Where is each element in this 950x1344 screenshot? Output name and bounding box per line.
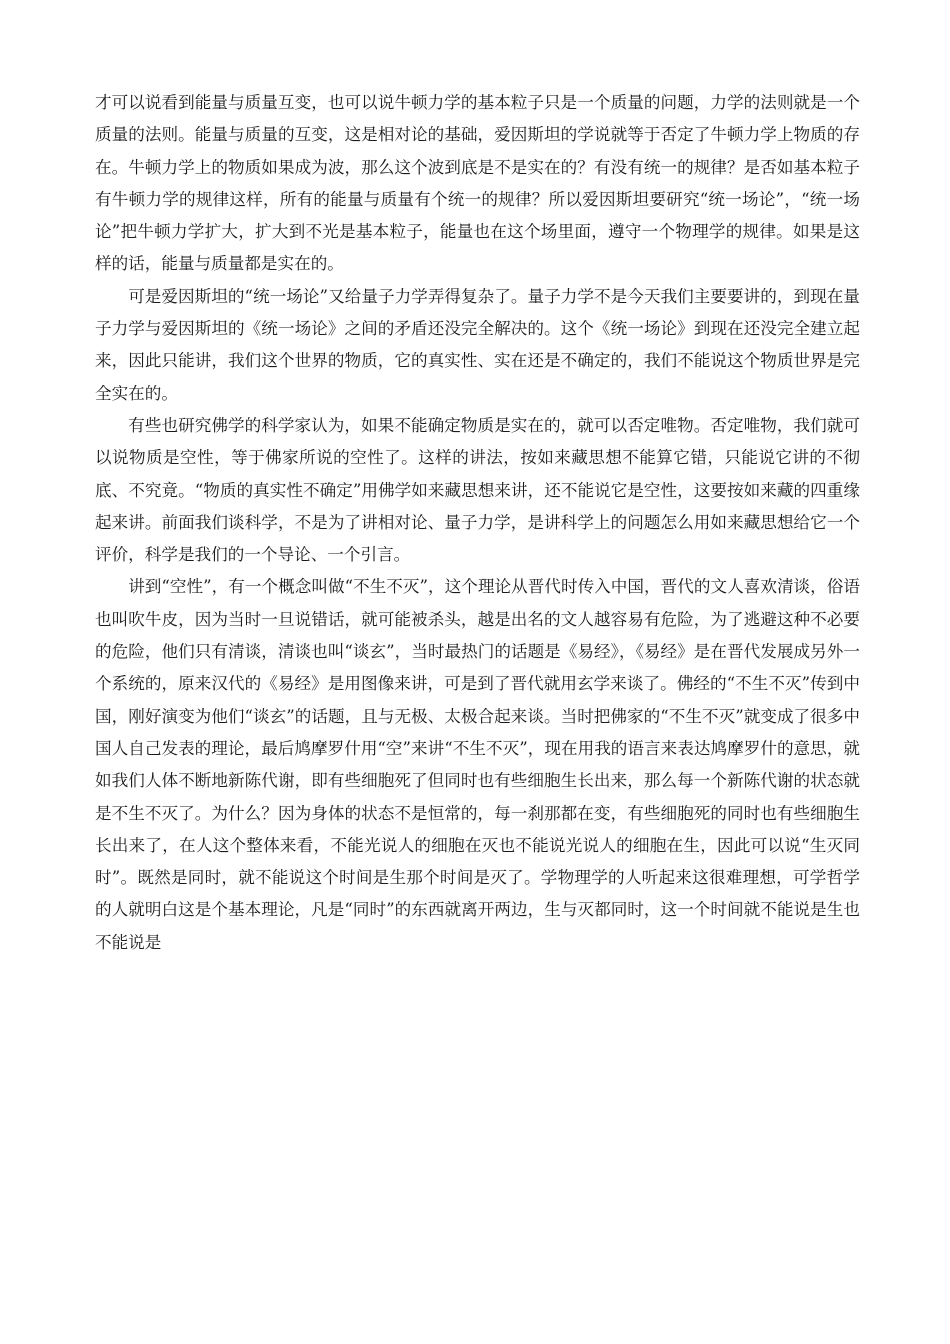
paragraph-emptiness-science: 有些也研究佛学的科学家认为，如果不能确定物质是实在的，就可以否定唯物。否定唯物，我们就可以说物质是空性，等于佛家所说的空性了。这样的讲法，按如来藏思想不能算它错，只能说它讲的不彻底、不究竟。“物质的真实性不确定”用佛学如来藏思想来讲，还不能说它是空性，这要按如来藏的四重缘起来讲。前面我们谈科学，不是为了讲相对论、量子力学，是讲科学上的问题怎么用如来藏思想给它一个评价，科学是我们的一个导论、一个引言。 <box>95 415 860 565</box>
paragraph-no-birth-no-death: 讲到“空性”，有一个概念叫做“不生不灭”，这个理论从晋代时传入中国，晋代的文人喜欢清谈，俗语也叫吹牛皮，因为当时一旦说错话，就可能被杀头，越是出名的文人越容易有危险，为了逃避这种不必要的危险，他们只有清谈，清谈也叫“谈玄”，当时最热门的话题是《易经》，《易经》是在晋代发展成另外一个系统的，原来汉代的《易经》是用图像来讲，可是到了晋代就用玄学来谈了。佛经的“不生不灭”传到中国，刚好演变为他们“谈玄”的话题，且与无极、太极合起来谈。当时把佛家的“不生不灭”就变成了很多中国人自己发表的理论，最后鸠摩罗什用“空”来讲“不生不灭”，现在用我的语言来表达鸠摩罗什的意思，就如我们人体不断地新陈代谢，即有些细胞死了但同时也有些细胞生长出来，那么每一个新陈代谢的状态就是不生不灭了。为什么？因为身体的状态不是恒常的，每一刹那都在变，有些细胞死的同时也有些细胞生长出来了，在人这个整体来看，不能光说人的细胞在灭也不能说光说人的细胞在生，因此可以说“生灭同时”。既然是同时，就不能说这个时间是生那个时间是灭了。学物理学的人听起来这很难理想，可学哲学的人就明白这是个基本理论，凡是“同时”的东西就离开两边，生与灭都同时，这一个时间就不能说是生也不能说是 <box>95 577 860 952</box>
paragraph-continuation: 才可以说看到能量与质量互变，也可以说牛顿力学的基本粒子只是一个质量的问题，力学的法则就是一个质量的法则。能量与质量的互变，这是相对论的基础，爱因斯坦的学说就等于否定了牛顿力学上物质的存在。牛顿力学上的物质如果成为波，那么这个波到底是不是实在的？有没有统一的规律？是否如基本粒子有牛顿力学的规律这样，所有的能量与质量有个统一的规律？所以爱因斯坦要研究“统一场论”，“统一场论”把牛顿力学扩大，扩大到不光是基本粒子，能量也在这个场里面，遵守一个物理学的规律。如果是这样的话，能量与质量都是实在的。 <box>95 93 860 274</box>
paragraph-unified-field: 可是爱因斯坦的“统一场论”又给量子力学弄得复杂了。量子力学不是今天我们主要要讲的，到现在量子力学与爱因斯坦的《统一场论》之间的矛盾还没完全解决的。这个《统一场论》到现在还没完全建立起来，因此只能讲，我们这个世界的物质，它的真实性、实在还是不确定的，我们不能说这个物质世界是完全实在的。 <box>95 286 860 403</box>
body-text <box>95 87 860 959</box>
